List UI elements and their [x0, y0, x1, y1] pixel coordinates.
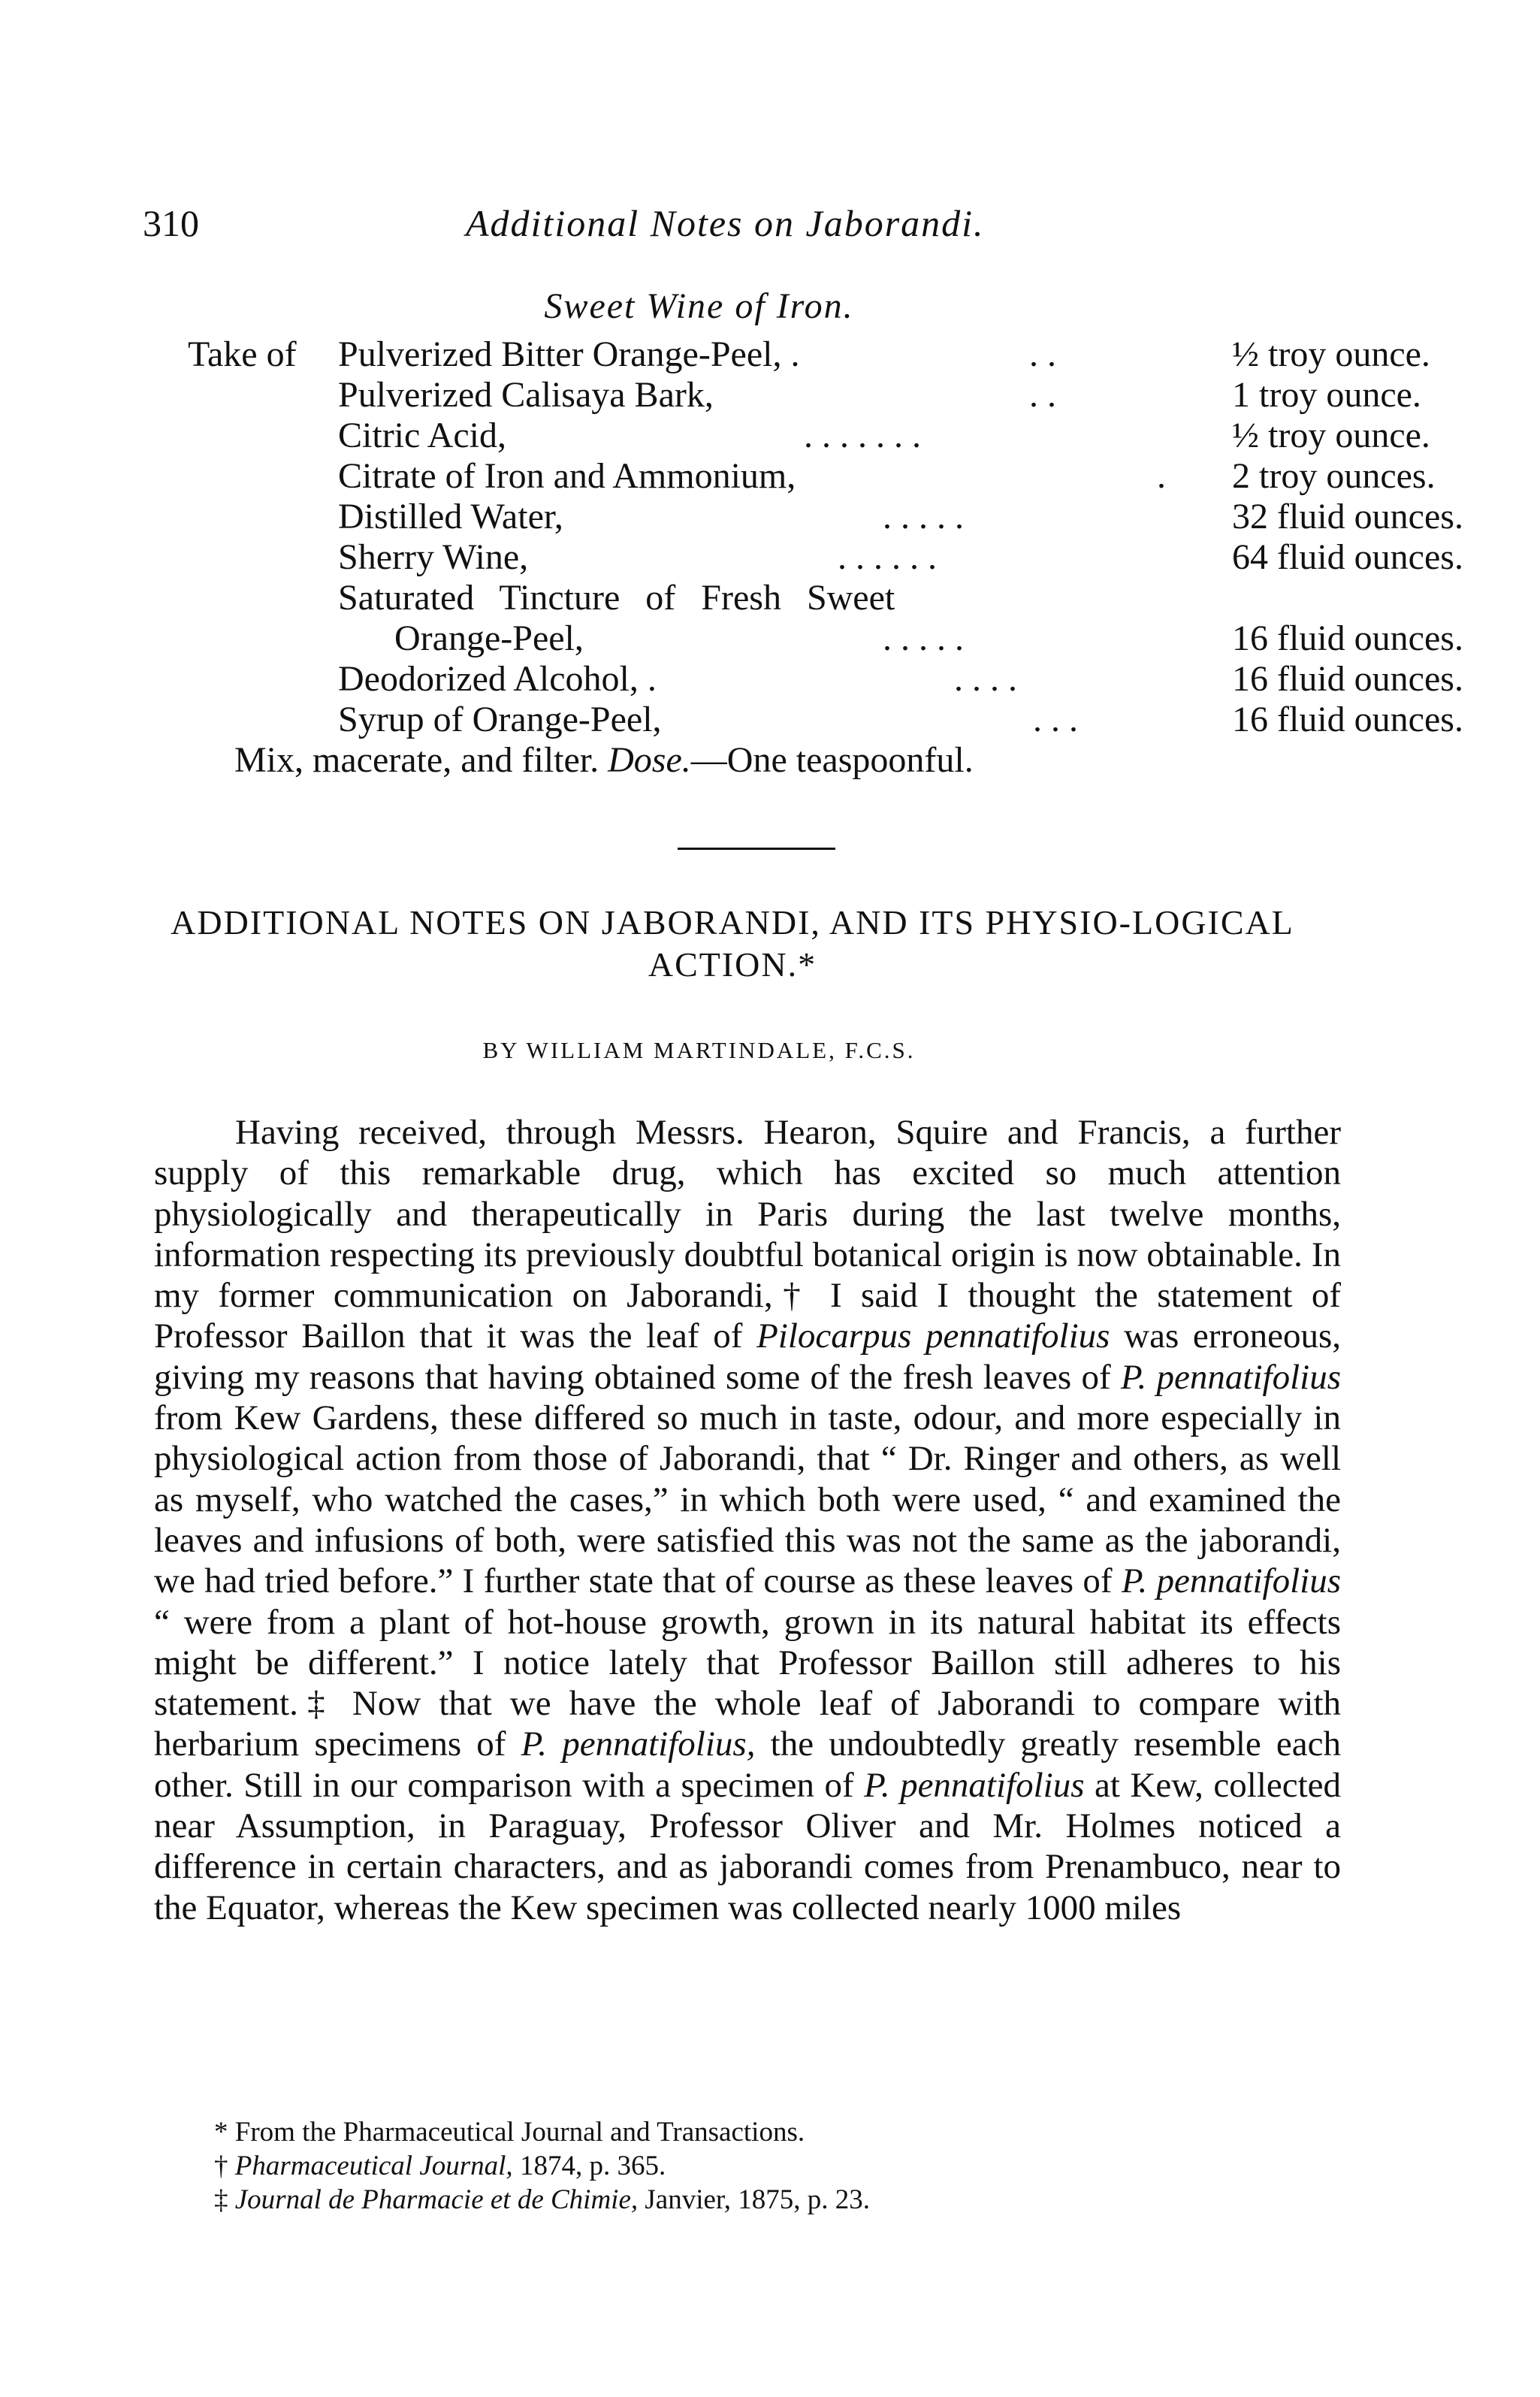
ingredient-name: Saturated Tincture of Fresh Sweet — [338, 578, 895, 618]
recipe-row — [188, 497, 1463, 537]
italic-species-name: P. pennatifolius — [1120, 1357, 1342, 1397]
footnote-citation: 1874, p. 365. — [512, 2151, 666, 2181]
leader-dots: . — [1157, 456, 1166, 496]
leader-dots: . . . . — [954, 659, 1017, 699]
recipe-row — [188, 456, 1436, 497]
ingredient-quantity: ½ troy ounce. — [1232, 416, 1430, 455]
article-title: ADDITIONAL NOTES ON JABORANDI, AND ITS PHYSIO-LOGICAL ACTION.* — [171, 903, 1294, 984]
ingredient-name: Orange-Peel, — [394, 618, 584, 658]
ingredient-quantity: 16 fluid ounces. — [1232, 659, 1463, 699]
footnote-mark: † — [214, 2151, 235, 2181]
ingredient-quantity: 1 troy ounce. — [1232, 375, 1421, 415]
recipe-row — [188, 659, 1463, 700]
ingredient-name: Distilled Water, — [338, 497, 563, 537]
running-head — [143, 201, 1052, 254]
dose-label: Dose. — [608, 740, 691, 780]
leader-dots: . . . . . — [883, 618, 964, 658]
ingredient-quantity: 64 fluid ounces. — [1232, 537, 1463, 577]
directions-text: Mix, macerate, and filter. — [234, 740, 599, 780]
footnotes — [214, 2115, 1266, 2217]
recipe-block — [188, 334, 1463, 781]
text-run: “ were from a plant of hot-house growth, grown in its natural habitat its effects might be different.” I notice lately that Professor Baillon still adheres to his statement.‡ Now that we have the whole leaf of Jaborandi to compare with herbarium specimens of — [154, 1602, 1341, 1764]
ingredient-quantity: 2 troy ounces. — [1232, 456, 1436, 496]
footnote-source-title: Pharmaceutical Journal, — [234, 2151, 513, 2181]
footnote-citation: Janvier, 1875, p. 23. — [638, 2184, 870, 2215]
text-run: the undoubtedly greatly resemble each other. Still in our comparison with a specimen of — [154, 1724, 1342, 1805]
ingredient-name: Pulverized Bitter Orange-Peel, . — [338, 334, 800, 374]
footnote-mark: ‡ — [214, 2184, 235, 2215]
footnote-double-dagger — [214, 2183, 1266, 2217]
recipe-directions — [188, 740, 1330, 781]
recipe-row — [188, 700, 1463, 740]
leader-dots: . . . — [1033, 700, 1078, 739]
ingredient-name: Citric Acid, — [338, 416, 506, 455]
ingredient-quantity: ½ troy ounce. — [1232, 334, 1430, 374]
recipe-row — [188, 334, 1430, 375]
paragraph — [154, 1112, 1341, 1928]
ingredient-name: Citrate of Iron and Ammonium, — [338, 456, 796, 496]
article-body — [154, 1112, 1341, 1928]
ingredient-name: Pulverized Calisaya Bark, — [338, 375, 714, 415]
recipe-row — [188, 375, 1421, 416]
ingredient-name: Deodorized Alcohol, . — [338, 659, 657, 699]
dose-text: —One teaspoonful. — [690, 740, 974, 780]
ingredient-name: Sherry Wine, — [338, 537, 529, 577]
leader-dots: . . — [1029, 375, 1056, 415]
recipe-row — [188, 578, 1330, 618]
ingredient-quantity: 16 fluid ounces. — [1232, 618, 1463, 658]
ingredient-name: Syrup of Orange-Peel, — [338, 700, 662, 739]
footnote-source-title: Journal de Pharmacie et de Chimie, — [234, 2184, 639, 2215]
running-title: Additional Notes on Jaborandi. — [466, 202, 985, 244]
text-run: at Kew, collected near Assumption, in Paraguay, Professor Oliver and Mr. Holmes noticed a difference in certain characters, and as jaborandi comes from Prenambuco, near to the Equator, whereas the Kew specimen was collected nearly 1000 miles — [154, 1765, 1342, 1927]
footnote-star: * From the Pharmaceutical Journal and Transactions. — [214, 2117, 805, 2148]
leader-dots: . . . . . — [883, 497, 964, 537]
recipe-title: Sweet Wine of Iron. — [544, 286, 854, 326]
italic-species-name: P. pennatifolius — [864, 1765, 1085, 1805]
leader-dots: . . — [1029, 334, 1056, 374]
leader-dots: . . . . . . . — [804, 416, 921, 455]
ingredient-quantity: 32 fluid ounces. — [1232, 497, 1463, 537]
italic-species-name: P. pennatifolius — [1121, 1561, 1342, 1601]
section-divider — [678, 848, 835, 850]
footnote-dagger — [214, 2149, 1266, 2183]
leader-dots: . . . . . . — [838, 537, 937, 577]
recipe-row — [188, 618, 1463, 659]
page-number: 310 — [143, 202, 199, 244]
text-run: was erroneous, giving my reasons that having obtained some of the fresh leaves of — [154, 1316, 1341, 1397]
italic-species-name: P. pennatifolius, — [521, 1724, 756, 1764]
article-byline: BY WILLIAM MARTINDALE, F.C.S. — [482, 1037, 916, 1063]
text-run: from Kew Gardens, these differed so much in taste, odour, and more especially in physiological action from those of Jaborandi, that “ Dr. Ringer and others, as well as myself, who watched the cases,” in which both were used, “ and examined the leaves and infusions of both, were satisfied this was not the same as the jaborandi, we had tried before.” I further state that of course as these leaves of — [154, 1398, 1341, 1601]
text-run: Having received, through Messrs. Hearon, Squire and Francis, a further supply of this remarkable drug, which has excited so much attention physiologically and therapeutically in Paris during the last twelve months, information respecting its previously doubtful botanical origin is now obtainable. In my former communication on Jaborandi,† I said I thought the statement of Professor Baillon that it was the leaf of — [154, 1113, 1341, 1356]
ingredient-quantity: 16 fluid ounces. — [1232, 700, 1463, 739]
recipe-row — [188, 537, 1463, 578]
italic-species-name: Pilocarpus pennatifolius — [756, 1316, 1110, 1356]
take-label: Take of — [188, 334, 297, 374]
recipe-row — [188, 416, 1430, 456]
